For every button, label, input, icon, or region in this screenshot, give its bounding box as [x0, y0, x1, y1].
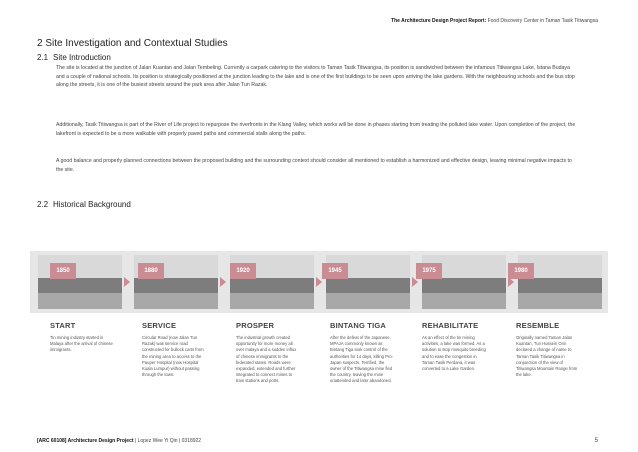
timeline-text-service: Circular Road (now Jalan Tun Razak) was service road constructed for bullock carts from the mining area to access to the Pauper Hospital (now Hospital Kuala Lumpur) without passing through the town. [142, 335, 204, 378]
timeline-title-service: SERVICE [142, 321, 177, 330]
timeline-title-start: START [50, 321, 76, 330]
timeline-arrow-icon [124, 277, 130, 287]
subsection-title: Site Introduction [53, 53, 111, 62]
timeline-title-rehabilitate: REHABILITATE [422, 321, 479, 330]
page-number: 5 [594, 438, 598, 444]
timeline-year-1880: 1880 [138, 263, 164, 279]
header-bold: The Architecture Design Project Report: [391, 18, 487, 24]
timeline-year-1850: 1850 [50, 263, 76, 279]
subsection-number: 2.1 [37, 53, 49, 62]
footer-bold: [ARC 60108] Architecture Design Project [37, 438, 134, 444]
timeline-text-rehabilitate: As an effect of the tin mining activities, a lake was formed. As a solution to stop mosquito breeding and to ease the congestion in Taman Tasik Perdana, it was converted to a Lake Garden. [422, 335, 486, 372]
subsection-title: Historical Background [53, 200, 131, 209]
header-text: Food Discovery Center in Taman Tasik Titiwangsa [486, 18, 598, 24]
subsection-number: 2.2 [37, 200, 49, 209]
page-footer [37, 438, 201, 444]
timeline-text-prosper: The industrial growth created opportunity for more money all over malaya and a sudden influx of chinese immigrants to the federated states. Roads were expanded, extended and further integrated to connect mines to train stations and ports. [236, 335, 297, 384]
section-title: 2 Site Investigation and Contextual Studies [37, 38, 228, 49]
page-header [391, 18, 598, 24]
timeline-title-bintang-tiga: BINTANG TIGA [330, 321, 387, 330]
timeline-text-start: Tin mining industry started in Malaya after the arrival of chinese immigrants. [50, 335, 113, 353]
subsection-heading-historical-background [37, 200, 131, 209]
historical-timeline [30, 233, 608, 388]
timeline-title-prosper: PROSPER [236, 321, 275, 330]
timeline-year-1975: 1975 [416, 263, 442, 279]
timeline-arrow-icon [220, 277, 226, 287]
timeline-text-bintang-tiga: After the defeat of the Japanese, MPAJA commonly known as Bintang Tiga took control of the authorities for 14 days, killing Pro-Japan suspects. Terrified, the owner of the Titiwangsa mine fled the country, leaving the mine unattended and later abandoned. [330, 335, 394, 384]
timeline-text-resemble: Originally named Taman Jalan Kuantan, Tun Hussein Onn declared a change of name to Taman Tasik Titiwangsa in conjunction of the view of Titiwangsa Mountain Range from the lake. [516, 335, 578, 378]
subsection-heading-site-introduction [37, 53, 111, 62]
footer-text: | Lopez Wee Yi Qin | 0318922 [133, 438, 202, 444]
paragraph-river-of-life: Additionally, Tasik Titiwangsa is part of the River of Life project to repurpose the riverfronts in the Klang Valley, which works will be done in phases starting from treating the polluted lake water. Upon completion of the project, the lakefront is expected to be a more walkable with properly paved paths and commercial stalls along the paths. [56, 122, 576, 137]
paragraph-design-balance: A good balance and properly planned connections between the proposed building and the surrounding context should consider all mentioned to establish a harmonized and effective design, leaving minimal negative impacts to the site. [56, 158, 572, 173]
timeline-year-1920: 1920 [230, 263, 256, 279]
paragraph-site-location: The site is located at the junction of Jalan Kuantan and Jalan Tembeling. Currently a carpark catering to the visitors to Taman Tasik Titiwangsa, its position is sandwiched between the infamous Titiwangsa Lake, Istana Budaya and a couple of national schools. Its position is strategically positioned at the junction leading to the lake and is one of the first buildings to be seen upon arriving the lake gardens. With the neighbouring schools and the bus stop along the streets, it is one of the busiest streets around the park area after Jalan Tun Razak. [56, 65, 575, 89]
timeline-title-resemble: RESEMBLE [516, 321, 560, 330]
timeline-year-1980: 1980 [508, 263, 534, 279]
timeline-year-1945: 1945 [322, 263, 348, 279]
